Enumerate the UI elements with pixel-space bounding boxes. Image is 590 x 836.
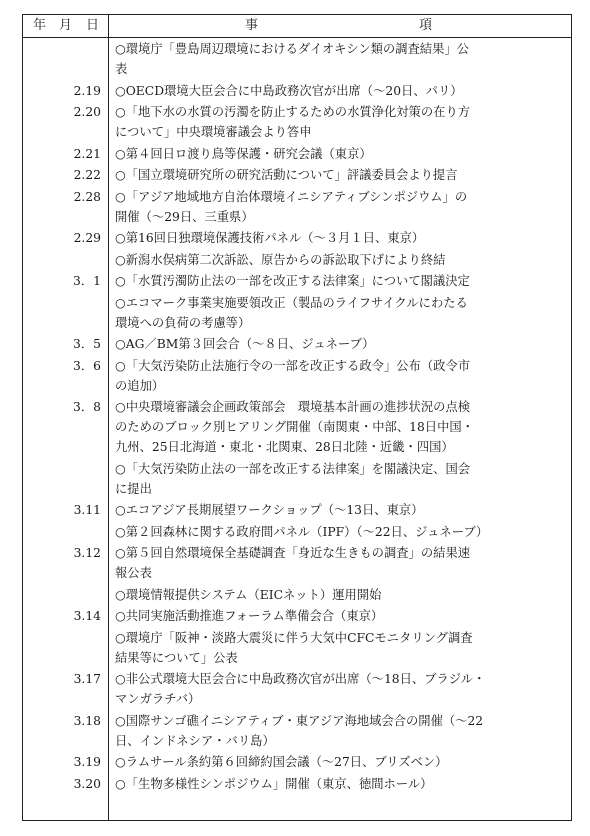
entry-text xyxy=(115,144,563,164)
entry-line: ○「国立環境研究所の研究活動について」評議委員会より提言 xyxy=(115,168,458,182)
header-event-column xyxy=(109,15,571,37)
header-day: 日 xyxy=(86,18,100,33)
table-row xyxy=(23,500,571,520)
table-header xyxy=(23,14,571,38)
entry-line: 表 xyxy=(115,62,128,76)
table-row xyxy=(23,628,571,668)
table-row xyxy=(23,356,571,396)
header-month: 月 xyxy=(59,18,73,33)
entry-text xyxy=(115,459,563,499)
table-row xyxy=(23,165,571,185)
entry-date: 3.20 xyxy=(73,776,101,791)
table-row xyxy=(23,752,571,772)
entry-text xyxy=(115,228,563,248)
entry-line: に提出 xyxy=(115,481,152,496)
table-row xyxy=(23,606,571,626)
table-row xyxy=(23,102,571,142)
entry-line: ○ラムサール条約第６回締約国会議（～27日、ブリズベン） xyxy=(115,755,448,769)
entry-date: 3.12 xyxy=(73,546,101,560)
header-date-column xyxy=(23,15,109,37)
entry-line: ○「大気汚染防止法の一部を改正する法律案」を閣議決定、国会 xyxy=(115,461,471,476)
table-row xyxy=(23,711,571,751)
table-row xyxy=(23,522,571,542)
entry-line: 結果等について」公表 xyxy=(115,650,238,665)
entry-text xyxy=(115,293,563,333)
table-row xyxy=(23,144,571,164)
table-row xyxy=(23,585,571,605)
table-row xyxy=(23,334,571,354)
entry-line: ○共同実施活動推進フォーラム準備会合（東京） xyxy=(115,609,384,623)
entry-date: 2.29 xyxy=(73,231,101,245)
entry-line: ○「地下水の水質の汚濁を防止するための水質浄化対策の在り方 xyxy=(115,105,471,119)
entry-date: 3.17 xyxy=(73,672,101,686)
table-row xyxy=(23,271,571,291)
entry-date: 3．5 xyxy=(73,337,101,351)
entry-date: 3．6 xyxy=(73,358,101,373)
entry-line: 環境への負荷の考慮等） xyxy=(115,315,251,330)
entry-text xyxy=(115,774,563,794)
header-year: 年 xyxy=(33,18,47,33)
entry-date: 2.20 xyxy=(73,105,101,119)
entry-text xyxy=(115,585,563,605)
entry-line: ○「アジア地域地方自治体環境イニシアティブシンポジウム」の xyxy=(115,189,468,204)
entry-text xyxy=(115,356,563,396)
entry-line: のためのブロック別ヒアリング開催（南関東・中部、18日中国・ xyxy=(115,420,474,434)
entry-line: ○エコアジア長期展望ワークショップ（～13日、東京） xyxy=(115,503,424,517)
entry-text xyxy=(115,500,563,520)
entry-date: 2.21 xyxy=(73,146,101,161)
entry-date: 2.28 xyxy=(73,189,101,204)
table-row xyxy=(23,459,571,499)
entry-date: 3.14 xyxy=(73,609,101,623)
entry-line: について」中央環境審議会より答申 xyxy=(115,125,312,139)
entry-text xyxy=(115,271,563,291)
entry-line: ○国際サンゴ礁イニシアティブ・東アジア海地域会合の開催（～22 xyxy=(115,713,484,728)
table-row xyxy=(23,228,571,248)
entry-text xyxy=(115,711,563,751)
entry-date: 3.11 xyxy=(73,503,101,517)
header-event-char-2: 項 xyxy=(419,18,433,33)
header-event-char-1: 事 xyxy=(245,18,259,33)
table-row xyxy=(23,669,571,709)
entry-line: の追加） xyxy=(115,378,165,393)
entry-text xyxy=(115,628,563,668)
entry-date: 2.19 xyxy=(73,83,101,98)
entry-line: ○「生物多様性シンポジウム」開催（東京、徳間ホール） xyxy=(115,776,433,791)
entry-line: ○「大気汚染防止法施行令の一部を改正する政令」公布（政令市 xyxy=(115,358,471,373)
entry-line: ○OECD環境大臣会合に中島政務次官が出席（～20日、パリ） xyxy=(115,83,463,98)
entry-text xyxy=(115,606,563,626)
table-row xyxy=(23,543,571,583)
table-row xyxy=(23,397,571,457)
entry-text xyxy=(115,81,563,101)
entry-text xyxy=(115,543,563,583)
entry-line: ○非公式環境大臣会合に中島政務次官が出席（～18日、ブラジル・ xyxy=(115,672,486,686)
entry-line: 日、インドネシア・バリ島） xyxy=(115,733,275,748)
entry-line: ○環境庁「豊島周辺環境におけるダイオキシン類の調査結果」公 xyxy=(115,42,469,56)
table-row xyxy=(23,774,571,794)
entry-line: ○第16回日独環境保護技術パネル（～３月１日、東京） xyxy=(115,231,425,245)
table-row xyxy=(23,81,571,101)
entry-line: ○「水質汚濁防止法の一部を改正する法律案」について閣議決定 xyxy=(115,274,470,288)
entry-date: 3.19 xyxy=(73,755,101,769)
entry-line: ○環境情報提供システム（EICネット）運用開始 xyxy=(115,587,382,602)
entry-text xyxy=(115,669,563,709)
entry-text xyxy=(115,102,563,142)
entry-text xyxy=(115,250,563,270)
entry-line: 報公表 xyxy=(115,566,152,580)
chronology-table xyxy=(22,14,572,821)
entry-line: ○第５回自然環境保全基礎調査「身近な生きもの調査」の結果速 xyxy=(115,546,471,560)
entry-text xyxy=(115,752,563,772)
table-row xyxy=(23,39,571,79)
entry-line: 九州、25日北海道・東北・北関東、28日北陸・近畿・四国） xyxy=(115,440,454,454)
entry-text xyxy=(115,397,563,457)
entry-date: 2.22 xyxy=(73,168,101,182)
entry-line: ○第４回日ロ渡り鳥等保護・研究会議（東京） xyxy=(115,146,372,161)
entry-line: ○環境庁「阪神・淡路大震災に伴う大気中CFCモニタリング調査 xyxy=(115,630,473,645)
entry-text xyxy=(115,39,563,79)
entry-date: 3．1 xyxy=(73,274,101,288)
entry-line: マンガラチバ） xyxy=(115,692,201,706)
entry-line: ○第２回森林に関する政府間パネル（IPF）（～22日、ジュネーブ） xyxy=(115,524,489,539)
table-row xyxy=(23,187,571,227)
entry-line: ○エコマーク事業実施要領改正（製品のライフサイクルにわたる xyxy=(115,295,468,310)
entry-line: ○新潟水俣病第二次訴訟、原告からの訴訟取下げにより終結 xyxy=(115,252,446,267)
entry-date: 3．8 xyxy=(73,400,101,414)
entry-line: 開催（～29日、三重県） xyxy=(115,209,254,224)
table-row xyxy=(23,250,571,270)
entry-text xyxy=(115,187,563,227)
entry-text xyxy=(115,522,563,542)
table-row xyxy=(23,293,571,333)
entry-date: 3.18 xyxy=(73,713,101,728)
entry-line: ○中央環境審議会企画政策部会 環境基本計画の進捗状況の点検 xyxy=(115,400,471,414)
entry-text xyxy=(115,334,563,354)
entry-text xyxy=(115,165,563,185)
entry-line: ○AG／BM第３回会合（～８日、ジュネーブ） xyxy=(115,337,375,351)
